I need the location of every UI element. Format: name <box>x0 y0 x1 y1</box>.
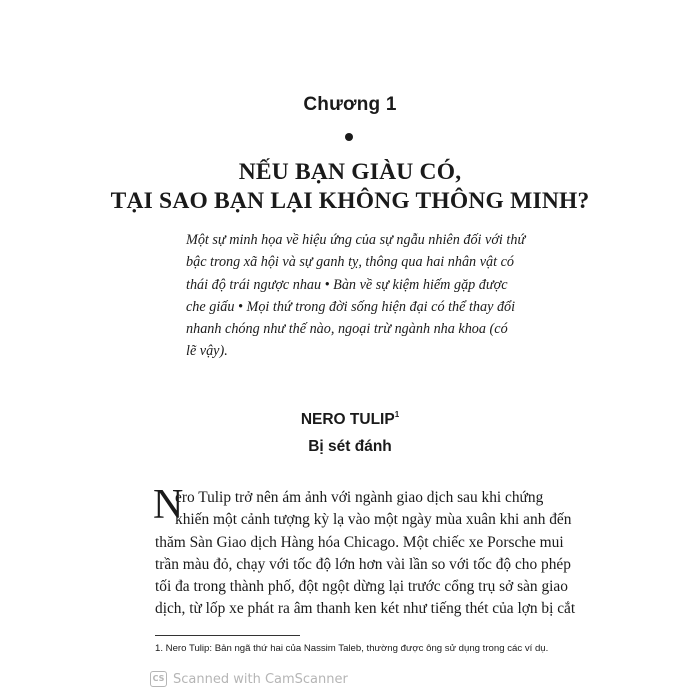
footnote-marker: 1 <box>394 410 400 419</box>
chapter-bullet-ornament <box>345 133 353 141</box>
section-subtitle: Bị sét đánh <box>308 438 392 455</box>
body-line: ero Tulip trở nên ám ảnh với ngành giao dịch sau khi chứng <box>175 489 544 506</box>
summary-line: lẽ vậy). <box>186 343 228 360</box>
chapter-summary <box>186 229 526 363</box>
camscanner-logo-icon: CS <box>150 671 167 687</box>
section-title-text: NERO TULIP <box>300 411 395 428</box>
summary-line: thái độ trái ngược nhau • Bàn về sự kiệm hiếm gặp được <box>186 276 508 293</box>
body-line: dịch, từ lốp xe phát ra âm thanh ken két như tiếng thét của lợn bị cắt <box>155 600 576 618</box>
scanner-watermark-text: Scanned with CamScanner <box>173 671 348 687</box>
drop-cap: N <box>153 482 184 528</box>
scanner-watermark <box>150 669 348 689</box>
body-line: tối đa trong thành phố, đột ngột dừng lại trước cổng trụ sở sàn giao <box>155 578 568 596</box>
body-paragraph <box>153 482 576 621</box>
footnote: 1. Nero Tulip: Bản ngã thứ hai của Nassim Taleb, thường được ông sử dụng trong các ví dụ. <box>155 643 549 654</box>
body-line: khiến một cảnh tượng kỳ lạ vào một ngày mùa xuân khi anh đến <box>175 511 572 529</box>
chapter-title <box>0 158 700 216</box>
summary-line: Một sự minh họa về hiệu ứng của sự ngẫu nhiên đối với thứ <box>186 232 526 248</box>
body-line: thăm Sàn Giao dịch Hàng hóa Chicago. Một chiếc xe Porsche mui <box>155 533 564 551</box>
chapter-title-line-1: NẾU BẠN GIÀU CÓ, <box>238 159 462 185</box>
body-line: trần màu đỏ, chạy với tốc độ lớn hơn vài lần so với tốc độ cho phép <box>155 555 571 573</box>
chapter-label: Chương 1 <box>303 94 397 115</box>
section-title <box>0 411 700 429</box>
summary-line: nhanh chóng như thế nào, ngoại trừ ngành nha khoa (có <box>186 321 508 338</box>
summary-line: bậc trong xã hội và sự ganh tỵ, thông qua hai nhân vật có <box>186 254 514 271</box>
chapter-title-line-2: TẠI SAO BẠN LẠI KHÔNG THÔNG MINH? <box>110 188 590 214</box>
footnote-divider <box>155 635 300 636</box>
summary-line: che giấu • Mọi thứ trong đời sống hiện đại có thể thay đổi <box>186 298 516 315</box>
